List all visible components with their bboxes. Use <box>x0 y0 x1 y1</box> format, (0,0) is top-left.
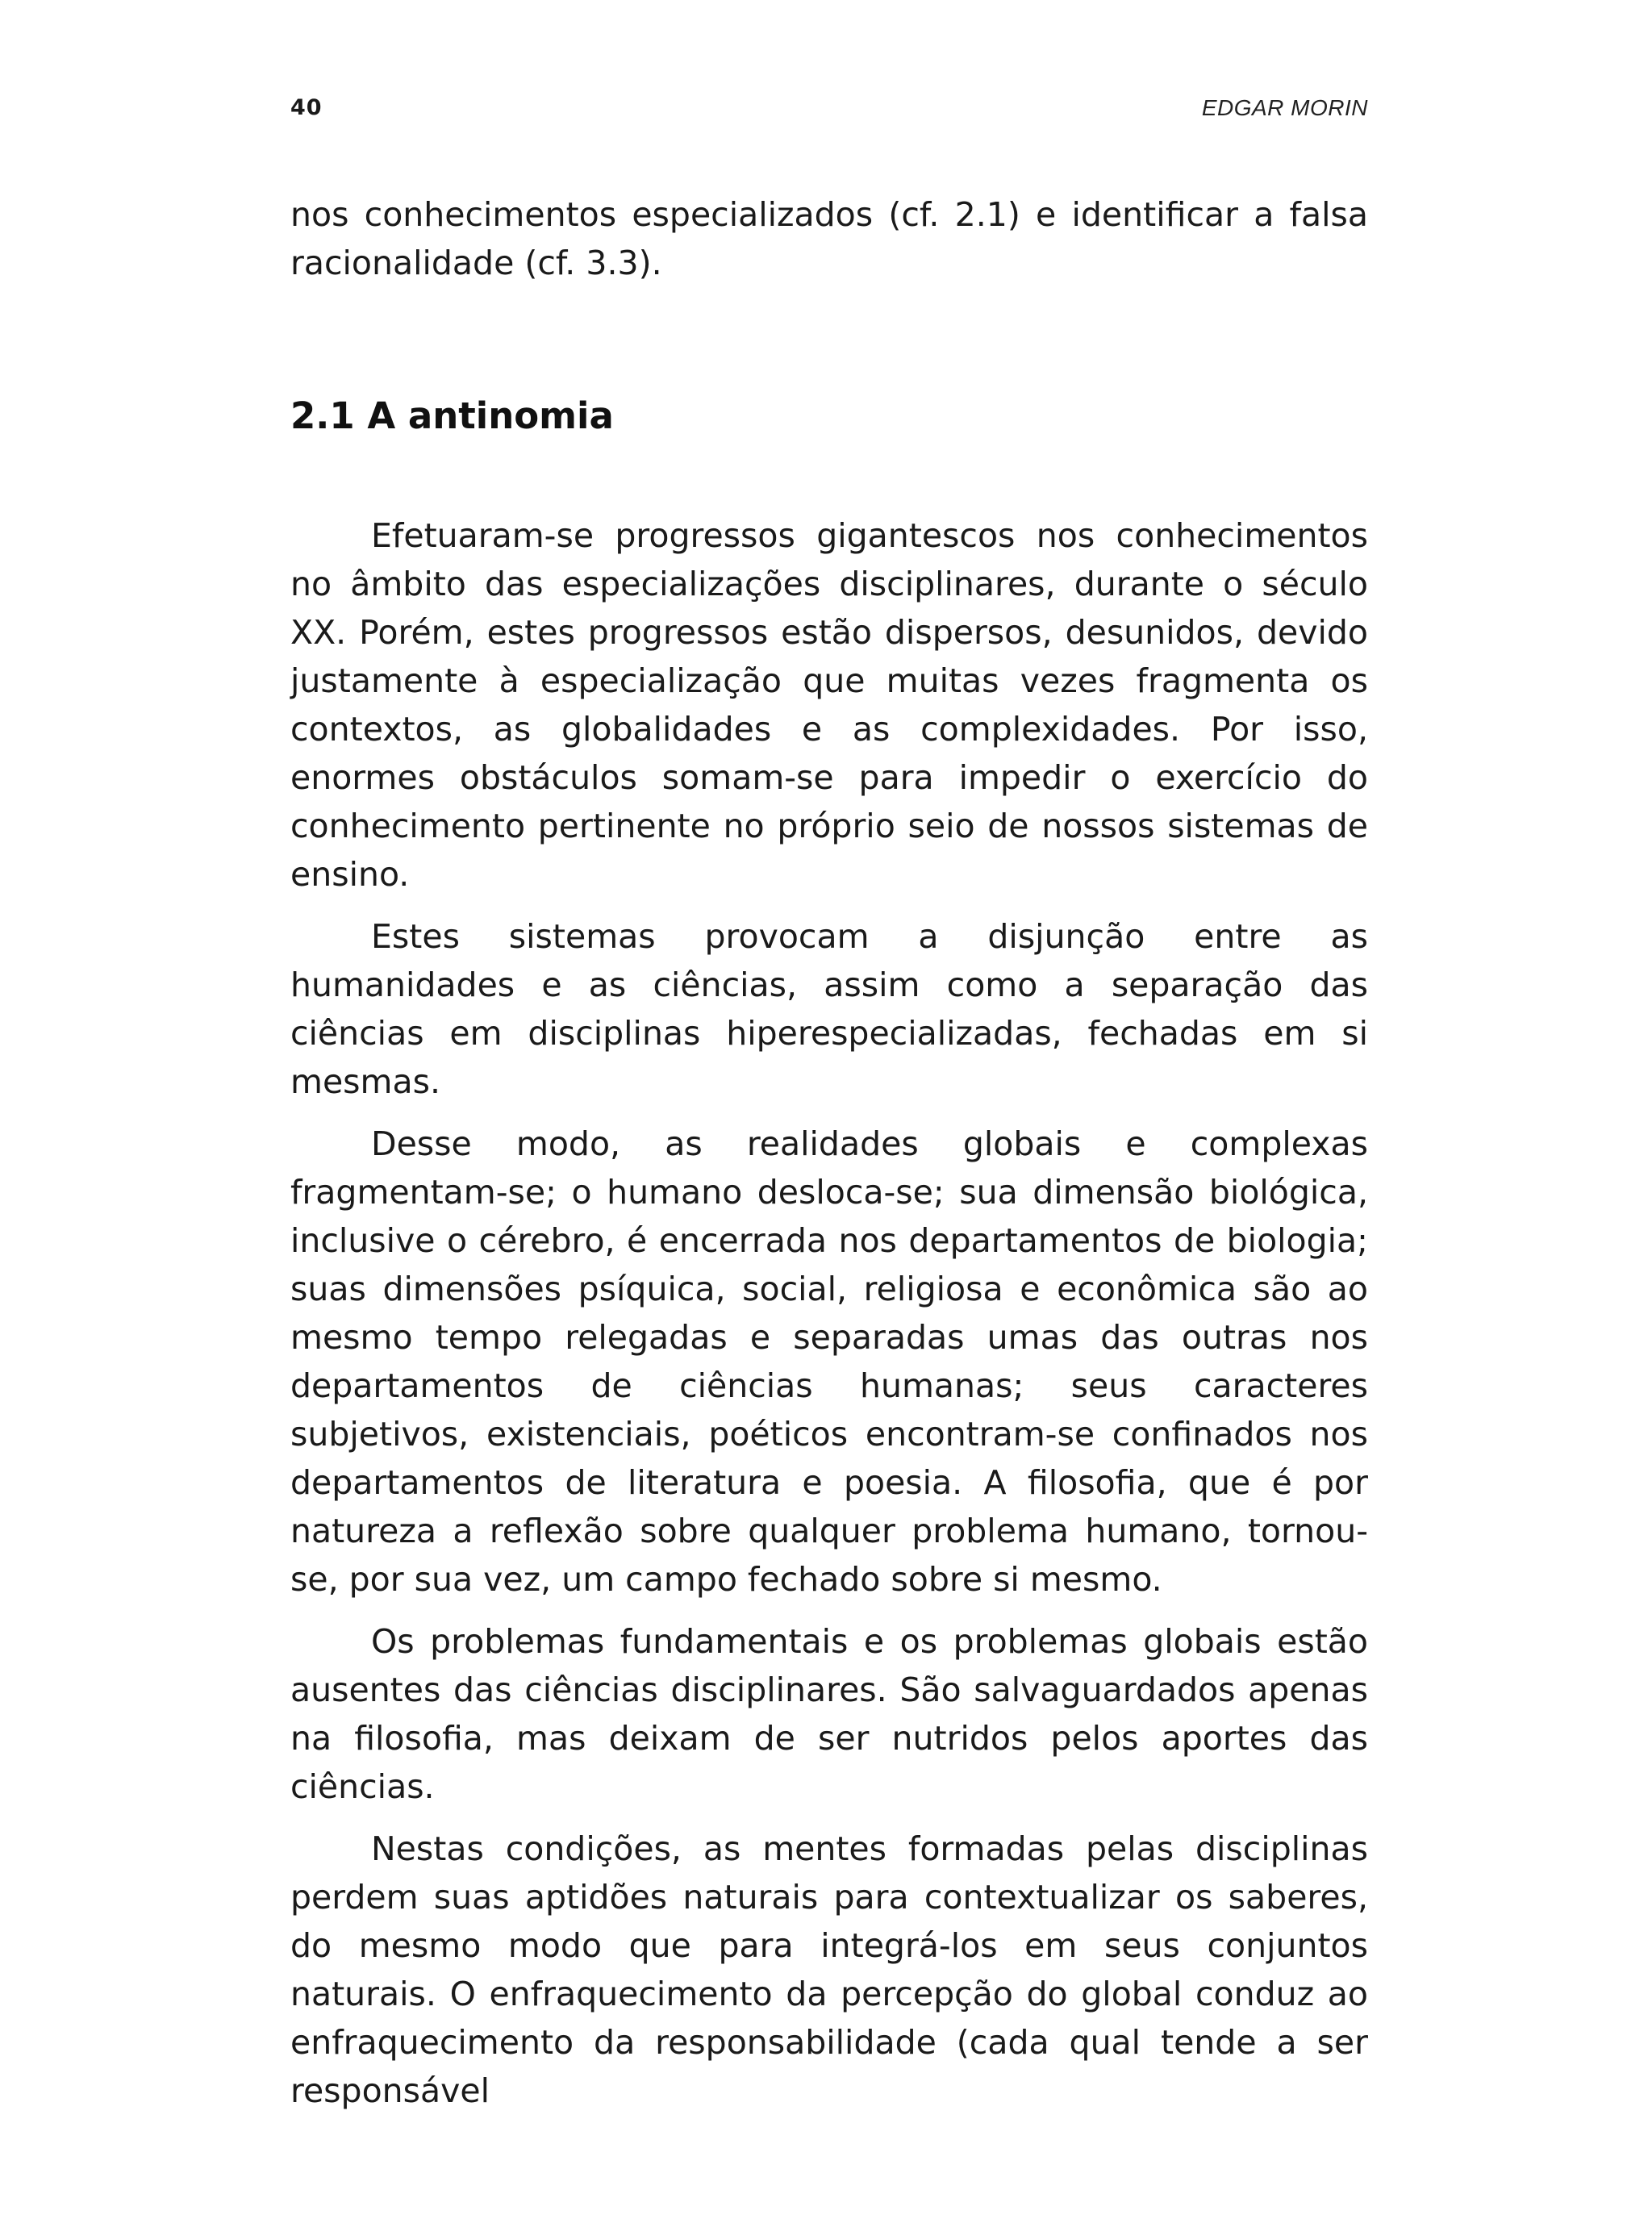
page-header <box>290 95 1368 127</box>
continued-paragraph: nos conhecimentos especializados (cf. 2.1) e identificar a falsa racionalidade (cf. 3.3). <box>290 195 1368 282</box>
running-head-author: EDGAR MORIN <box>1201 95 1368 120</box>
section-heading: 2.1 A antinomia <box>290 394 614 437</box>
paragraph-2: Estes sistemas provocam a disjunção entre as humanidades e as ciências, assim como a separação das ciências em disciplinas hiperespecializadas, fechadas em si mesmas. <box>290 917 1368 1101</box>
paragraph-3: Desse modo, as realidades globais e complexas fragmentam-se; o humano desloca-se; sua dimensão biológica, inclusive o cérebro, é encerrada nos departamentos de biologia; suas dimensões psíquica, social, religiosa e econômica são ao mesmo tempo relegadas e separadas umas das outras nos departamentos de ciências humanas; seus caracteres subjetivos, existenciais, poéticos encontram-se confinados nos departamentos de literatura e poesia. A filosofia, que é por natureza a reflexão sobre qualquer problema humano, tornou-se, por sua vez, um campo fechado sobre si mesmo. <box>290 1124 1368 1599</box>
page-number: 40 <box>290 95 323 120</box>
page-body <box>290 190 1368 2129</box>
paragraph-1: Efetuaram-se progressos gigantescos nos conhecimentos no âmbito das especializações disciplinares, durante o século XX. Porém, estes progressos estão dispersos, desunidos, devido justamente à especialização que muitas vezes fragmenta os contextos, as globalidades e as complexidades. Por isso, enormes obstáculos somam-se para impedir o exercício do conhecimento pertinente no próprio seio de nossos sistemas de ensino. <box>290 516 1368 894</box>
paragraph-5: Nestas condições, as mentes formadas pelas disciplinas perdem suas aptidões naturais para contextualizar os saberes, do mesmo modo que para integrá-los em seus conjuntos naturais. O enfraquecimento da percepção do global conduz ao enfraquecimento da responsabilidade (cada qual tende a ser responsável <box>290 1829 1368 2110</box>
paragraph-4: Os problemas fundamentais e os problemas globais estão ausentes das ciências disciplinares. São salvaguardados apenas na filosofia, mas deixam de ser nutridos pelos aportes das ciências. <box>290 1622 1368 1806</box>
section-body <box>290 511 1368 2115</box>
